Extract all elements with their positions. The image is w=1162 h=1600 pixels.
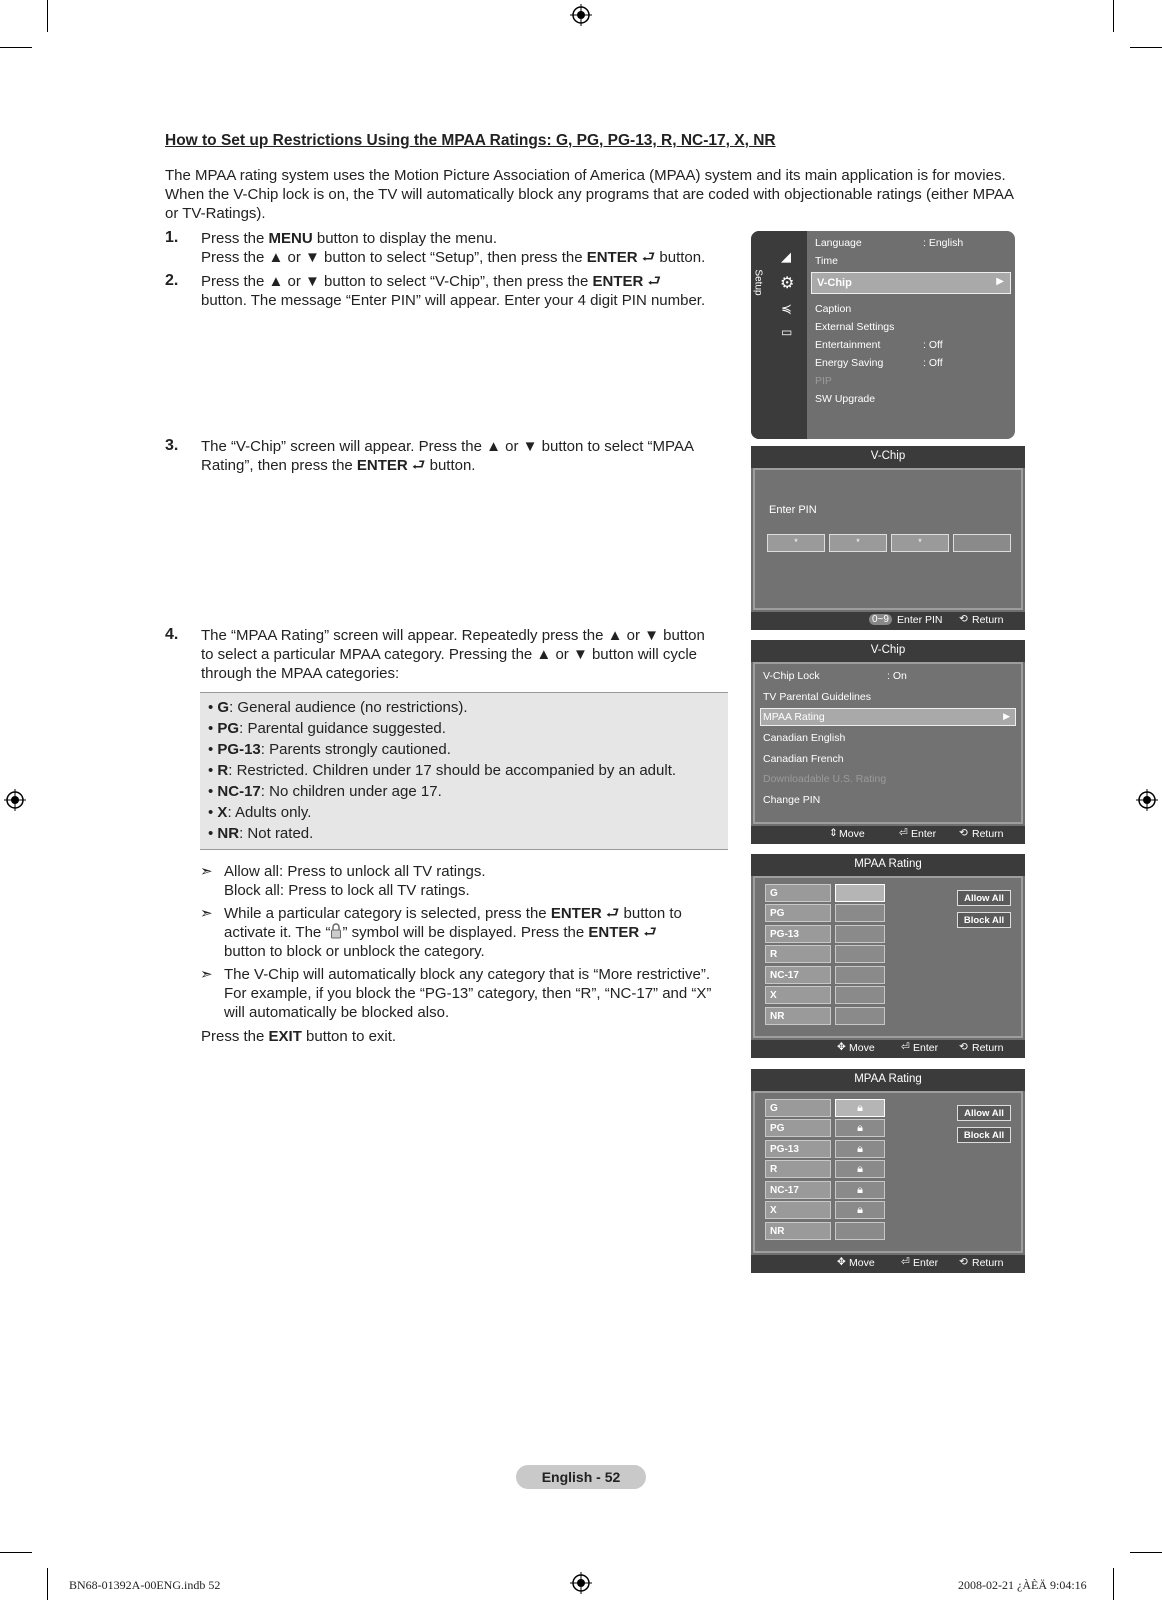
list-item: • R: Restricted. Children under 17 should be accompanied by an adult. (208, 762, 677, 779)
list-item: • PG: Parental guidance suggested. (208, 720, 446, 737)
crop-mark (1130, 47, 1162, 48)
setup-sidebar (751, 231, 807, 439)
mpaa-rating-screen-unlocked (751, 854, 1025, 1058)
pin-prompt: Enter PIN (769, 504, 817, 516)
lock-icon: 🔒︎ (857, 1184, 863, 1196)
step-number: 1. (165, 229, 179, 246)
chevron-right-icon: ▶ (1003, 711, 1010, 721)
return-icon: ⟲ (959, 613, 968, 625)
pin-digit-field[interactable] (953, 534, 1011, 552)
number-key-badge: 0~9 (869, 614, 892, 625)
move-updown-icon: ⇕ (829, 827, 838, 839)
note-arrow-icon: ➣ (200, 966, 213, 983)
footer-enter: Enter (913, 1042, 939, 1054)
lock-icon: 🔒︎ (857, 1204, 863, 1216)
mpaa-panel (753, 876, 1023, 1038)
menu-item-energy-saving-value: : Off (923, 357, 943, 369)
lock-toggle[interactable] (835, 1140, 885, 1158)
vchip-menu-screen (751, 640, 1025, 844)
enter-pin-screen (751, 446, 1025, 630)
crop-mark (1113, 0, 1114, 32)
screen-title: V-Chip (751, 446, 1025, 468)
lock-toggle[interactable] (835, 1201, 885, 1219)
crop-mark (47, 1568, 48, 1600)
category-label: PG-13 (765, 925, 831, 943)
screen-title: MPAA Rating (751, 1069, 1025, 1091)
menu-item-sw-upgrade[interactable]: SW Upgrade (815, 393, 876, 405)
crop-mark (1113, 1568, 1114, 1600)
return-icon: ⟲ (959, 1041, 968, 1053)
menu-item-time[interactable]: Time (815, 255, 838, 267)
mpaa-panel (753, 1091, 1023, 1253)
lock-icon: 🔒︎ (857, 1163, 863, 1175)
menu-item-vchip-selected[interactable] (811, 272, 1011, 294)
return-icon: ⟲ (959, 827, 968, 839)
print-slug-left: BN68-01392A-00ENG.indb 52 (69, 1578, 221, 1592)
registration-mark-icon (4, 789, 26, 811)
footer-move: Move (849, 1042, 875, 1054)
category-label: G (765, 1099, 831, 1117)
note-enter-activate: While a particular category is selected, press the ENTER ⮐ button to activate it. The “ ” symbol will be displayed. Press the ENTER ⮐ button to block or unblock the category. (224, 905, 682, 960)
input-icon: ≼ (781, 301, 792, 316)
lock-toggle[interactable] (835, 925, 885, 943)
footer-enter: Enter (911, 828, 937, 840)
vchip-panel (753, 662, 1023, 824)
category-label: X (765, 1201, 831, 1219)
lock-toggle[interactable] (835, 884, 885, 902)
section-title: How to Set up Restrictions Using the MPAA Ratings: G, PG, PG-13, R, NC-17, X, NR (165, 132, 776, 149)
mpaa-rating-screen-locked (751, 1069, 1025, 1273)
screen-footer (751, 1040, 1025, 1058)
screen-title: V-Chip (751, 640, 1025, 662)
block-all-button[interactable]: Block All (957, 1127, 1011, 1143)
menu-item-mpaa-rating-selected[interactable] (760, 708, 1016, 726)
lock-toggle[interactable] (835, 945, 885, 963)
menu-item-external-settings[interactable]: External Settings (815, 321, 895, 333)
step-number: 2. (165, 272, 179, 289)
menu-item-entertainment-value: : Off (923, 339, 943, 351)
menu-item-mpaa-rating-label: MPAA Rating (763, 711, 825, 723)
category-label: R (765, 945, 831, 963)
block-all-button[interactable]: Block All (957, 912, 1011, 928)
menu-item-vchip-lock-value: : On (887, 670, 907, 682)
category-label: PG (765, 1119, 831, 1137)
list-item: • NC-17: No children under age 17. (208, 783, 442, 800)
footer-return: Return (972, 1042, 1004, 1054)
menu-item-canadian-french[interactable]: Canadian French (763, 753, 844, 765)
screen-footer (751, 826, 1025, 844)
setup-side-label: Setup (752, 269, 764, 296)
menu-item-entertainment[interactable]: Entertainment (815, 339, 881, 351)
list-item: • NR: Not rated. (208, 825, 314, 842)
crop-mark (0, 47, 32, 48)
gear-icon[interactable]: ⚙ (780, 275, 795, 292)
exit-instruction: Press the EXIT button to exit. (201, 1028, 397, 1045)
menu-item-downloadable-us-rating: Downloadable U.S. Rating (763, 773, 887, 785)
category-label: NR (765, 1007, 831, 1025)
step-number: 3. (165, 437, 179, 454)
mpaa-ratings-list (200, 692, 728, 850)
application-icon: ▭ (781, 325, 793, 339)
category-label: G (765, 884, 831, 902)
lock-toggle[interactable] (835, 904, 885, 922)
screen-footer (751, 612, 1025, 630)
menu-item-canadian-english[interactable]: Canadian English (763, 732, 846, 744)
list-item: • PG-13: Parents strongly cautioned. (208, 741, 451, 758)
note-more-restrictive: The V-Chip will automatically block any category that is “More restrictive”. For example, if you block the “PG-13” category, then “R”, “NC-17” and “X” will automatically be blocked also. (224, 966, 712, 1021)
step-number: 4. (165, 626, 179, 643)
menu-item-tv-parental-guidelines[interactable]: TV Parental Guidelines (763, 691, 871, 703)
menu-item-vchip-label: V-Chip (817, 277, 852, 289)
setup-menu-screen (751, 231, 1015, 439)
menu-item-pip: PIP (815, 375, 832, 387)
note-arrow-icon: ➣ (200, 905, 213, 922)
crop-mark (1130, 1552, 1162, 1553)
footer-move: Move (849, 1257, 875, 1269)
lock-icon: 🔒︎ (857, 1102, 863, 1114)
menu-item-language[interactable]: Language (815, 237, 862, 249)
category-label: NR (765, 1222, 831, 1240)
registration-mark-icon (570, 1572, 592, 1594)
lock-icon (330, 923, 342, 939)
pin-digit-field[interactable]: * (767, 534, 825, 552)
pin-panel (753, 468, 1023, 610)
enter-icon: ⏎ (899, 827, 908, 839)
registration-mark-icon (1136, 789, 1158, 811)
footer-enter: Enter (913, 1257, 939, 1269)
intro-paragraph: The MPAA rating system uses the Motion Picture Association of America (MPAA) system and its main application is for movies. When the V-Chip lock is on, the TV will automatically block any programs that are coded with objectionable ratings (either MPAA or TV-Ratings). (165, 167, 1014, 222)
note-arrow-icon: ➣ (200, 863, 213, 880)
pin-digit-field[interactable]: * (829, 534, 887, 552)
picture-icon: ◢ (781, 249, 791, 264)
lock-toggle[interactable] (835, 1222, 885, 1240)
step-2-text: Press the ▲ or ▼ button to select “V-Chip”, then press the ENTER ⮐ button. The message “Enter PIN” will appear. Enter your 4 digit PIN number. (201, 273, 706, 309)
enter-icon: ⏎ (901, 1256, 910, 1268)
lock-toggle[interactable] (835, 1099, 885, 1117)
chevron-right-icon: ▶ (996, 276, 1004, 287)
footer-enter-pin: Enter PIN (897, 614, 943, 626)
menu-item-energy-saving[interactable]: Energy Saving (815, 357, 884, 369)
step-3-text: The “V-Chip” screen will appear. Press the ▲ or ▼ button to select “MPAA Rating”, then press the ENTER ⮐ button. (201, 438, 694, 474)
list-item: • G: General audience (no restrictions). (208, 699, 468, 716)
category-label: R (765, 1160, 831, 1178)
allow-all-button[interactable]: Allow All (957, 890, 1011, 906)
category-label: NC-17 (765, 1181, 831, 1199)
footer-move: Move (839, 828, 865, 840)
footer-return: Return (972, 828, 1004, 840)
return-icon: ⟲ (959, 1256, 968, 1268)
category-label: X (765, 986, 831, 1004)
screen-title: MPAA Rating (751, 854, 1025, 876)
menu-item-change-pin[interactable]: Change PIN (763, 794, 821, 806)
step-1-text: Press the MENU button to display the menu. Press the ▲ or ▼ button to select “Setup”, then press the ENTER ⮐ button. (201, 230, 706, 266)
crop-mark (0, 1552, 32, 1553)
note-allow-block: Allow all: Press to unlock all TV ratings. Block all: Press to lock all TV ratings. (224, 863, 486, 899)
crop-mark (47, 0, 48, 32)
pin-digit-field[interactable]: * (891, 534, 949, 552)
lock-icon: 🔒︎ (857, 1143, 863, 1155)
enter-icon: ⏎ (901, 1041, 910, 1053)
lock-toggle[interactable] (835, 1007, 885, 1025)
print-slug-right: 2008-02-21 ¿ÀÈÄ 9:04:16 (958, 1578, 1087, 1592)
page-number: English - 52 (516, 1465, 646, 1489)
category-label: PG-13 (765, 1140, 831, 1158)
move-icon: ✥ (837, 1256, 846, 1268)
menu-item-vchip-lock[interactable]: V-Chip Lock (763, 670, 820, 682)
move-icon: ✥ (837, 1041, 846, 1053)
list-item: • X: Adults only. (208, 804, 312, 821)
menu-item-caption[interactable]: Caption (815, 303, 852, 315)
footer-return: Return (972, 1257, 1004, 1269)
step-4-text: The “MPAA Rating” screen will appear. Repeatedly press the ▲ or ▼ button to select a particular MPAA category. Pressing the ▲ or ▼ button will cycle through the MPAA categories: (201, 627, 705, 682)
lock-toggle[interactable] (835, 986, 885, 1004)
allow-all-button[interactable]: Allow All (957, 1105, 1011, 1121)
screen-footer (751, 1255, 1025, 1273)
lock-toggle[interactable] (835, 1119, 885, 1137)
lock-toggle[interactable] (835, 1181, 885, 1199)
lock-toggle[interactable] (835, 966, 885, 984)
lock-toggle[interactable] (835, 1160, 885, 1178)
lock-icon: 🔒︎ (857, 1122, 863, 1134)
category-label: PG (765, 904, 831, 922)
menu-item-language-value: : English (923, 237, 964, 249)
registration-mark-icon (570, 4, 592, 26)
category-label: NC-17 (765, 966, 831, 984)
footer-return: Return (972, 614, 1004, 626)
